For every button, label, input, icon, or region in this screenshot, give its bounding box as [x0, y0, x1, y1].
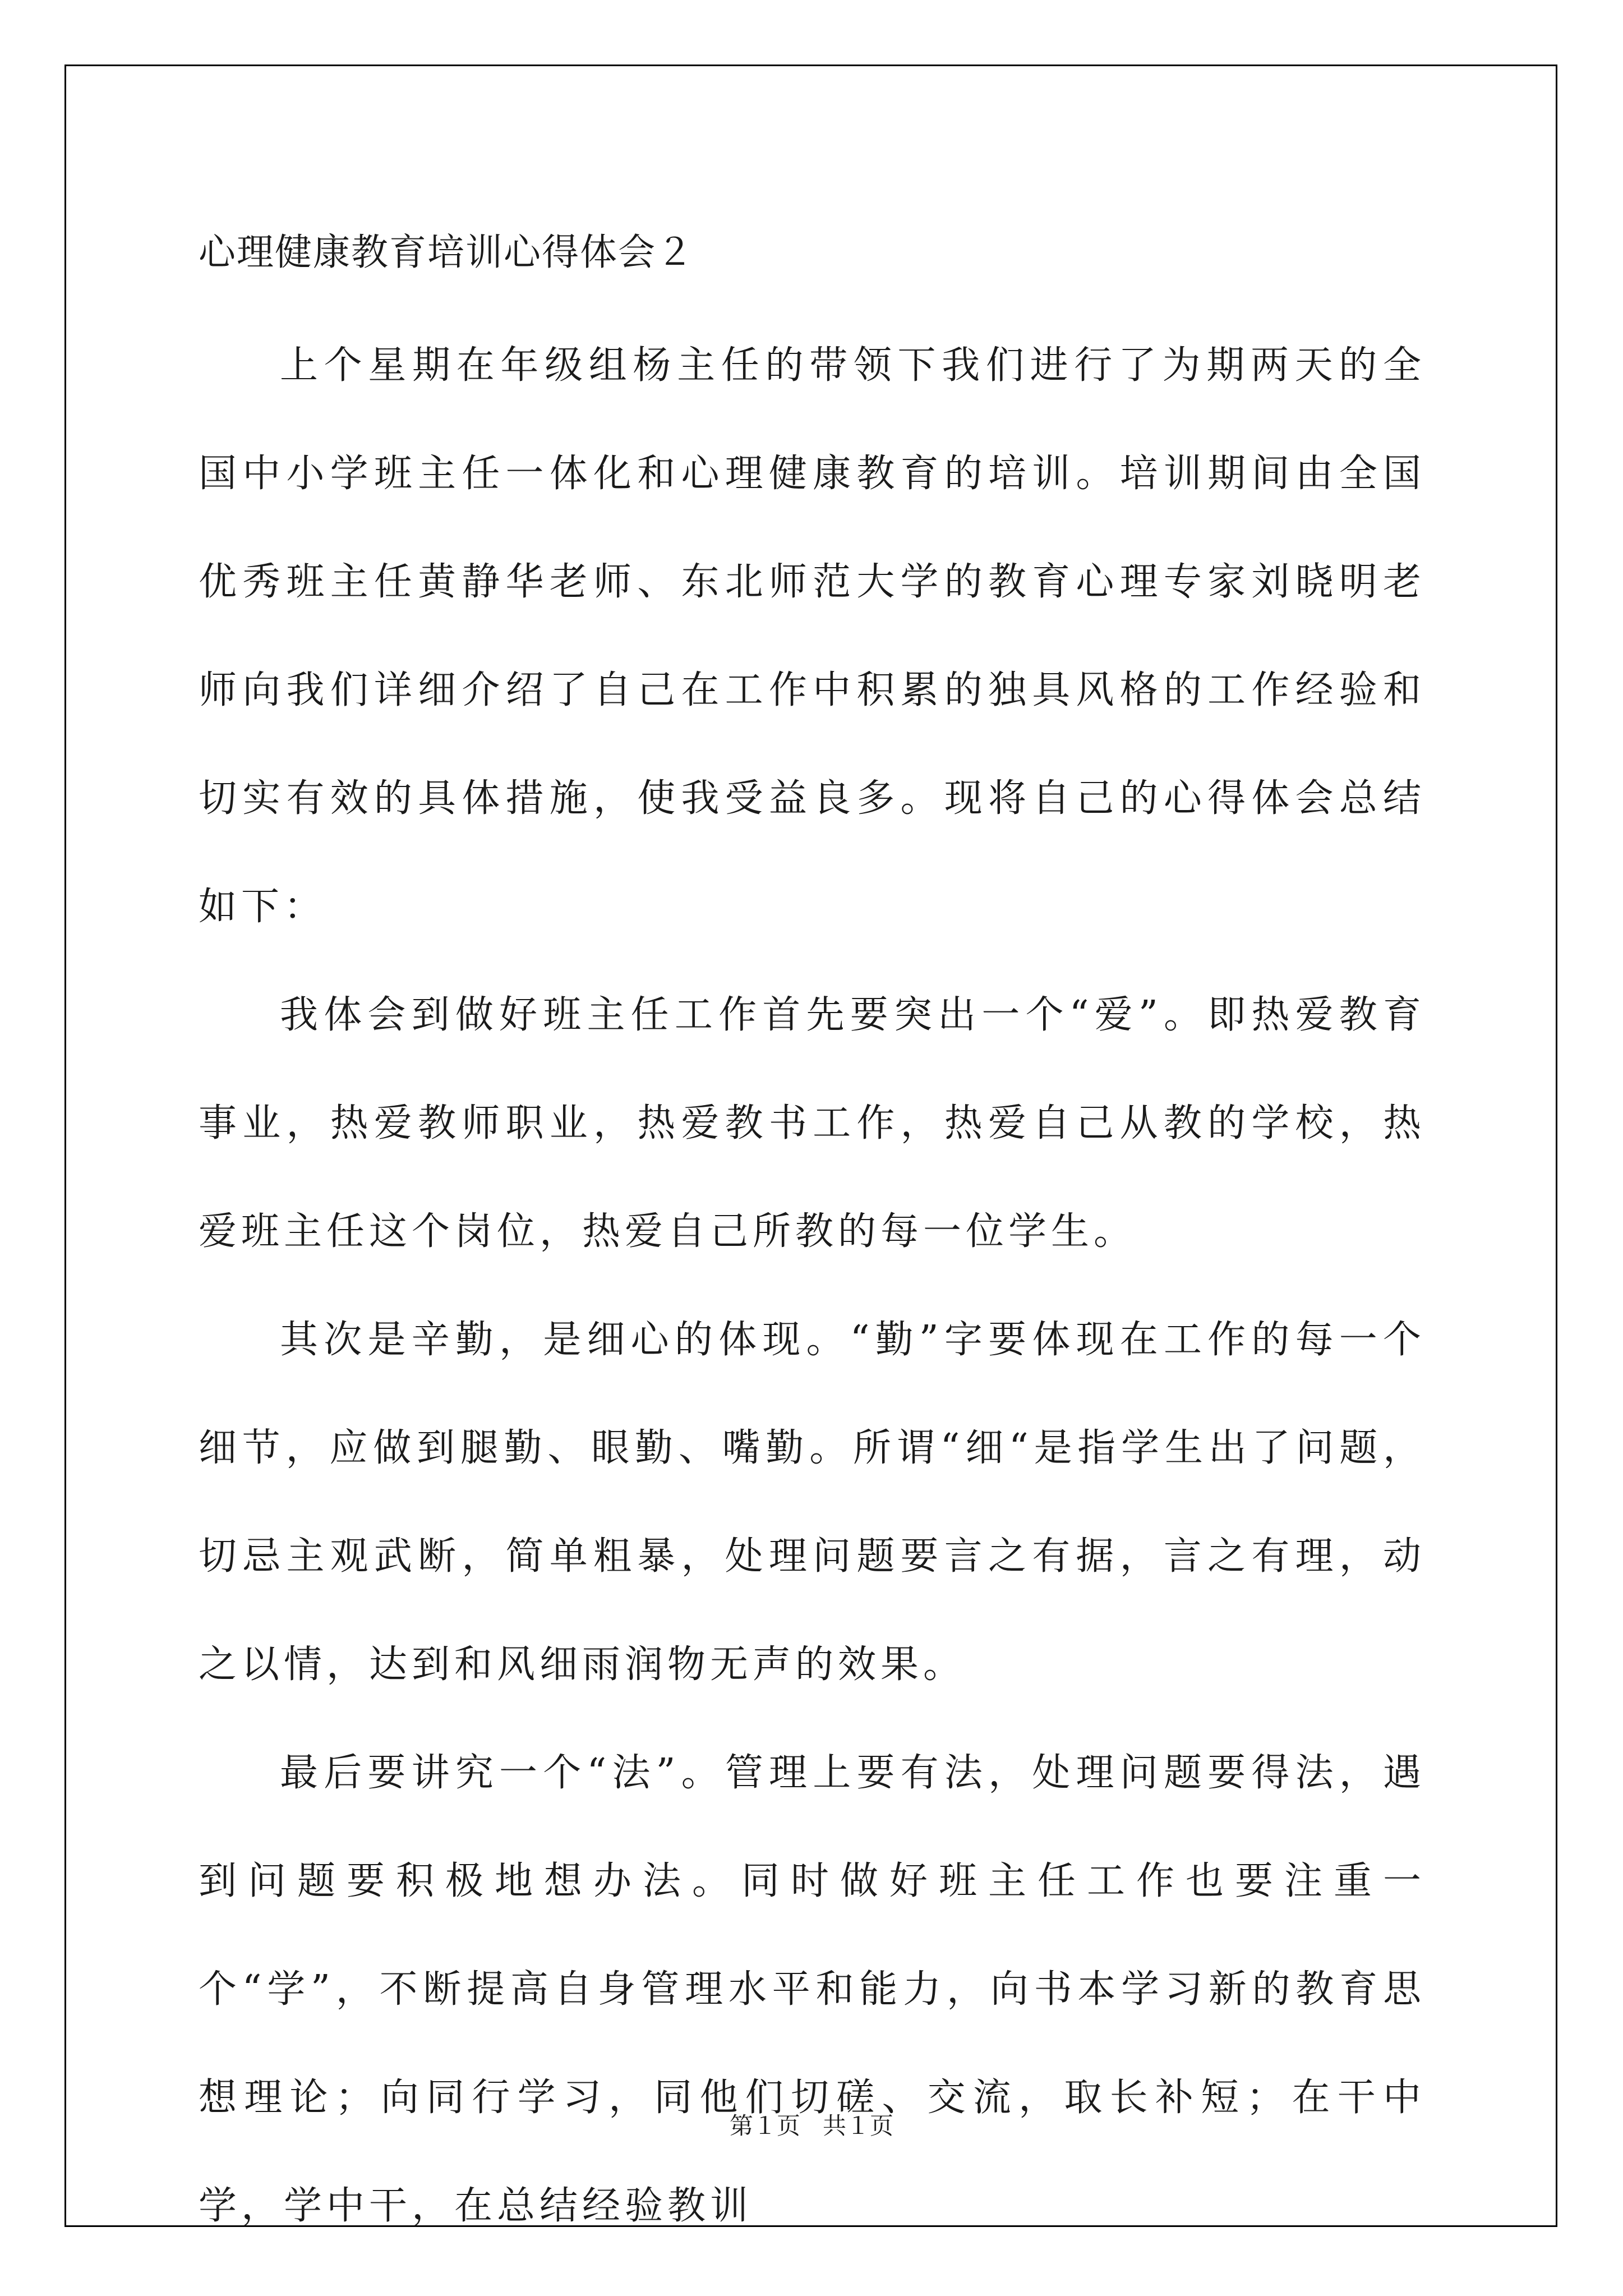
paragraph-4: 最后要讲究一个“法”。管理上要有法，处理问题要得法，遇到问题要积极地想办法。同时做好班主任工作也要注重一个“学”，不断提高自身管理水平和能力，向书本学习新的教育思想理论；向同行学习，同他们切磋、交流，取长补短；在干中学，学中干，在总结经验教训 — [199, 1751, 1426, 2228]
document-body — [199, 222, 1426, 2260]
document-title: 心理健康教育培训心得体会２ — [199, 231, 694, 274]
page-footer — [0, 2109, 1623, 2143]
page-total: 共１页 — [823, 2112, 894, 2139]
paragraph-1: 上个星期在年级组杨主任的带领下我们进行了为期两天的全国中小学班主任一体化和心理健康教育的培训。培训期间由全国优秀班主任黄静华老师、东北师范大学的教育心理专家刘晓明老师向我们详细介绍了自己在工作中积累的独具风格的工作经验和切实有效的具体措施，使我受益良多。现将自己的心得体会总结如下： — [199, 343, 1426, 929]
page-number: 第１页 — [729, 2112, 800, 2139]
paragraph-3: 其次是辛勤，是细心的体现。“勤”字要体现在工作的每一个细节，应做到腿勤、眼勤、嘴勤。所谓“细“是指学生出了问题，切忌主观武断，简单粗暴，处理问题要言之有据，言之有理，动之以情，达到和风细雨润物无声的效果。 — [199, 1318, 1426, 1687]
paragraph-2: 我体会到做好班主任工作首先要突出一个“爱”。即热爱教育事业，热爱教师职业，热爱教书工作，热爱自己从教的学校，热爱班主任这个岗位，热爱自己所教的每一位学生。 — [199, 993, 1426, 1254]
